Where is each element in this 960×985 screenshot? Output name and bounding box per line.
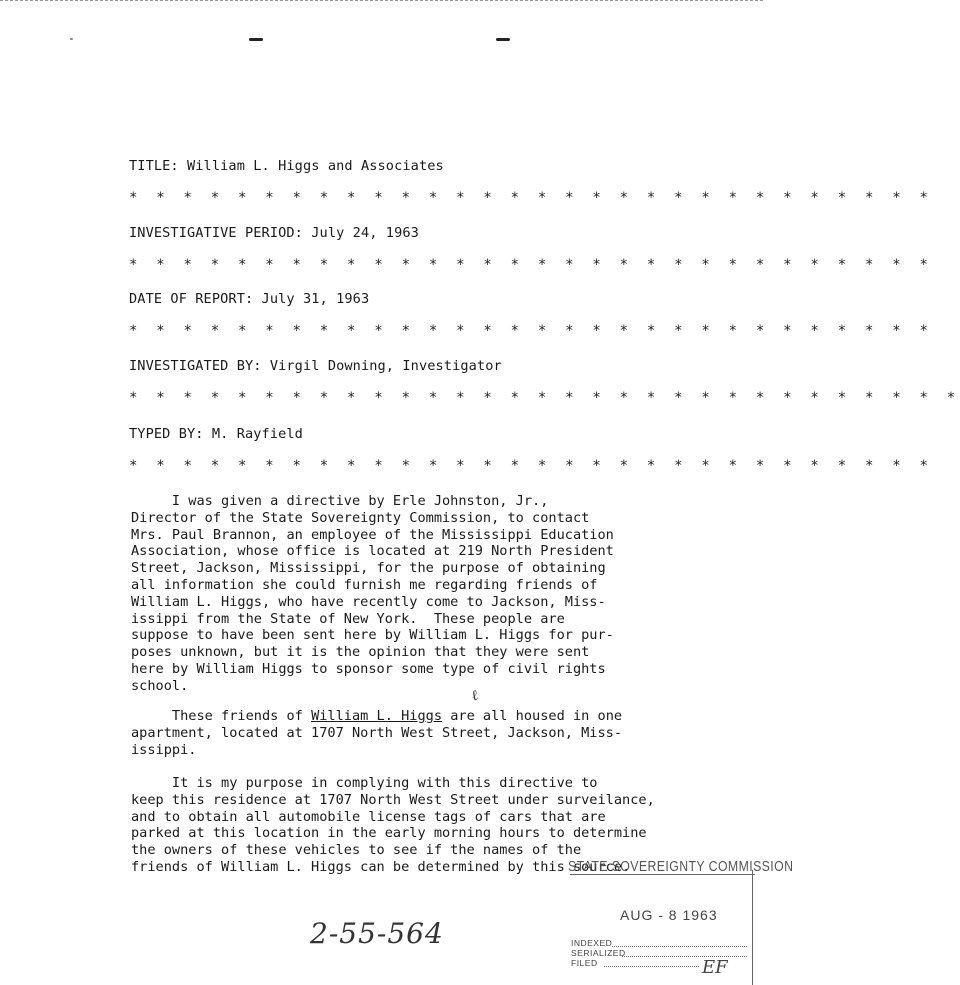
paragraph-purpose: It is my purpose in complying with this directive to keep this residence at 1707 North West Street under surveilance, and to obtain all automobile license tags of cars that are parked at this location in the early morning hours to determine the owners of these vehicles to see if the names of the friends of William L. Higgs can be determined by this source. bbox=[131, 775, 655, 875]
report-title: TITLE: William L. Higgs and Associates bbox=[129, 158, 444, 174]
stamp-filed: FILED bbox=[571, 958, 598, 968]
stamp-indexed: INDEXED bbox=[571, 938, 613, 948]
paragraph-residence bbox=[131, 708, 741, 758]
stamp-date: AUG - 8 1963 bbox=[620, 907, 718, 923]
stamp-dotted-line bbox=[622, 956, 747, 957]
scan-speck bbox=[70, 38, 73, 40]
separator: * * * * * * * * * * * * * * * * * * * * * * * * * * * * * * bbox=[129, 257, 934, 273]
typed-by: TYPED BY: M. Rayfield bbox=[129, 426, 303, 442]
separator: * * * * * * * * * * * * * * * * * * * * * * * * * * * * * * bbox=[129, 458, 934, 474]
underlined-name: William L. Higgs bbox=[311, 708, 443, 724]
stamp-border bbox=[752, 870, 753, 985]
scan-border bbox=[0, 0, 763, 1]
paragraph-directive: I was given a directive by Erle Johnston, Jr., Director of the State Sovereignty Commission, to contact Mrs. Paul Brannon, an employee of the Mississippi Education Association, whose office is located at 219 North President Street, Jackson, Mississippi, for the purpose of obtaining all information she could furnish me regarding friends of William L. Higgs, who have recently come to Jackson, Miss- issippi from the State of New York. These people are suppose to have been sent here by William L. Higgs for pur- poses unknown, but it is the opinion that they were sent here by William Higgs to sponsor some type of civil rights school. bbox=[131, 493, 614, 694]
separator: * * * * * * * * * * * * * * * * * * * * * * * * * * * * * * bbox=[129, 323, 934, 339]
punch-mark bbox=[496, 38, 510, 41]
handwritten-mark: ℓ bbox=[469, 687, 481, 705]
stamp-dotted-line bbox=[604, 966, 699, 967]
punch-mark bbox=[249, 38, 263, 41]
stamp-serialized: SERIALIZED bbox=[571, 948, 626, 958]
stamp-dotted-line bbox=[612, 946, 747, 947]
separator-long: * * * * * * * * * * * * * * * * * * * * * * * * * * * * * * * bbox=[129, 390, 960, 406]
date-of-report: DATE OF REPORT: July 31, 1963 bbox=[129, 291, 370, 307]
separator: * * * * * * * * * * * * * * * * * * * * * * * * * * * * * * bbox=[129, 190, 934, 206]
investigated-by: INVESTIGATED BY: Virgil Downing, Investigator bbox=[129, 358, 502, 374]
handwritten-file-number: 2-55-564 bbox=[310, 917, 444, 950]
stamp-initials: EF bbox=[702, 957, 728, 978]
stamp-title: STATE SOVEREIGNTY COMMISSION bbox=[568, 858, 794, 875]
investigative-period: INVESTIGATIVE PERIOD: July 24, 1963 bbox=[129, 225, 419, 241]
paragraph-lead: These friends of bbox=[131, 708, 312, 724]
paragraph-rest: are all housed in one apartment, located at 1707 North West Street, Jackson, Miss- issippi. bbox=[131, 708, 623, 758]
